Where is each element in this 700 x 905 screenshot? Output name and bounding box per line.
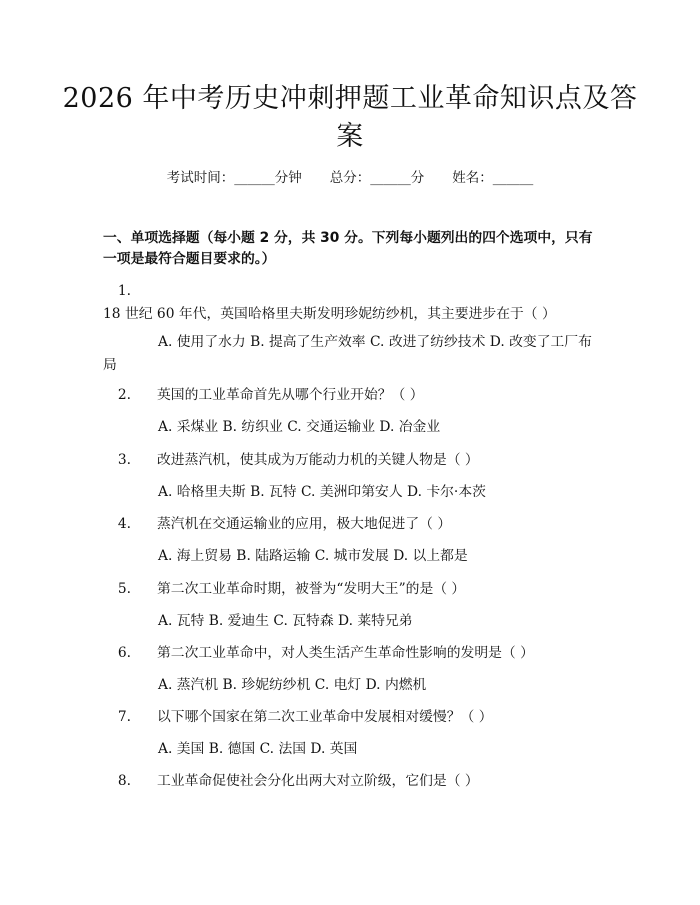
question-6 (103, 642, 603, 665)
total-score-label: 总分：______分 (329, 170, 425, 186)
question-1-options (103, 331, 603, 377)
question-text: 英国的工业革命首先从哪个行业开始？（ ） (157, 387, 424, 403)
question-3-options (103, 481, 603, 504)
question-number: 3. (117, 452, 131, 468)
question-2 (103, 384, 603, 407)
question-5-options (103, 610, 603, 633)
question-2-options (103, 416, 603, 439)
student-name-label: 姓名：______ (452, 170, 534, 186)
question-1 (103, 280, 603, 326)
question-7-options (103, 738, 603, 761)
question-text: 以下哪个国家在第二次工业革命中发展相对缓慢？（ ） (157, 709, 493, 725)
question-text: 第二次工业革命时期，被誉为“发明大王”的是（ ） (157, 581, 466, 597)
question-text: 蒸汽机在交通运输业的应用，极大地促进了（ ） (157, 516, 452, 532)
question-number: 2. (117, 387, 131, 403)
question-text: 工业革命促使社会分化出两大对立阶级，它们是（ ） (157, 773, 479, 789)
question-5 (103, 578, 603, 601)
question-number: 8. (117, 773, 131, 789)
question-text: 18 世纪 60 年代，英国哈格里夫斯发明珍妮纺纱机，其主要进步在于（ ） (103, 306, 556, 322)
question-7 (103, 706, 603, 729)
options-text: A. 蒸汽机 B. 珍妮纺纱机 C. 电灯 D. 内燃机 (158, 677, 427, 693)
options-text: A. 使用了水力 B. 提高了生产效率 C. 改进了纺纱技术 D. 改变了工厂布局 (103, 334, 592, 373)
exam-time-label: 考试时间：______分钟 (166, 170, 302, 186)
section-heading: 一、单项选择题（每小题 2 分，共 30 分。下列每小题列出的四个选项中，只有一项是最符合题目要求的。） (103, 230, 593, 267)
options-text: A. 哈格里夫斯 B. 瓦特 C. 美洲印第安人 D. 卡尔·本茨 (158, 484, 486, 500)
question-number: 5. (117, 581, 131, 597)
question-number: 6. (117, 645, 131, 661)
question-number: 7. (117, 709, 131, 725)
question-number: 4. (117, 516, 131, 532)
options-text: A. 瓦特 B. 爱迪生 C. 瓦特森 D. 莱特兄弟 (158, 613, 413, 629)
page-title: 2026 年中考历史冲刺押题工业革命知识点及答案 (62, 83, 638, 152)
question-6-options (103, 674, 603, 697)
options-text: A. 海上贸易 B. 陆路运输 C. 城市发展 D. 以上都是 (158, 548, 468, 564)
question-4 (103, 513, 603, 536)
question-4-options (103, 545, 603, 568)
question-number: 1. (117, 283, 131, 299)
question-3 (103, 449, 603, 472)
options-text: A. 采煤业 B. 纺织业 C. 交通运输业 D. 冶金业 (158, 419, 441, 435)
question-text: 改进蒸汽机，使其成为万能动力机的关键人物是（ ） (157, 452, 479, 468)
options-text: A. 美国 B. 德国 C. 法国 D. 英国 (158, 741, 358, 757)
exam-meta (0, 169, 700, 187)
question-text: 第二次工业革命中，对人类生活产生革命性影响的发明是（ ） (157, 645, 534, 661)
question-8 (103, 770, 603, 793)
